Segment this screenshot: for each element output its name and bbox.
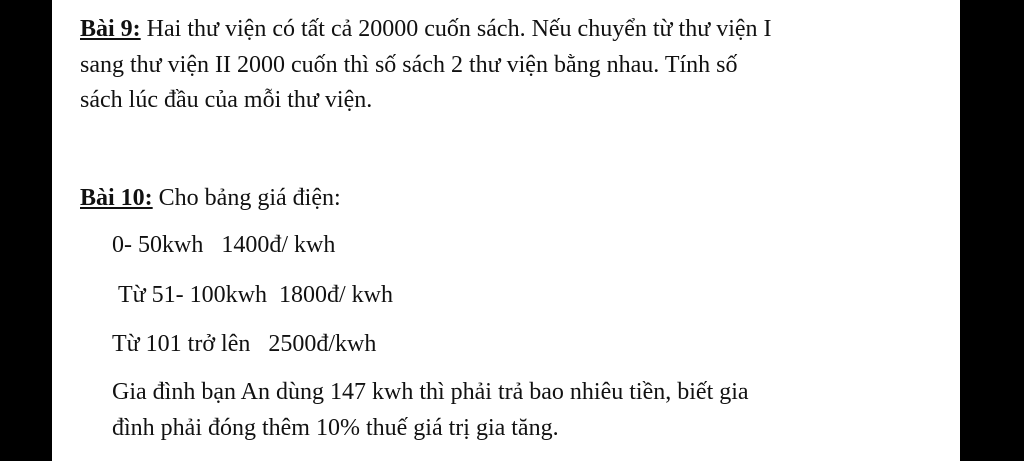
question-line-1: Gia đình bạn An dùng 147 kwh thì phải trả bao nhiêu tiền, biết gia	[112, 379, 749, 405]
document-page	[52, 0, 960, 461]
problem-9-text-1: Hai thư viện có tất cả 20000 cuốn sách. Nếu chuyển từ thư viện I	[140, 16, 772, 42]
price-row-2: Từ 51- 100kwh 1800đ/ kwh	[118, 282, 393, 308]
price-row-1: 0- 50kwh 1400đ/ kwh	[112, 232, 336, 258]
question-line-2: đình phải đóng thêm 10% thuế giá trị gia tăng.	[112, 415, 559, 441]
problem-9-line-1	[80, 14, 772, 44]
problem-10-heading	[80, 183, 341, 213]
problem-9-line-3: sách lúc đầu của mỗi thư viện.	[80, 87, 373, 113]
problem-9-line-2: sang thư viện II 2000 cuốn thì số sách 2 thư viện bằng nhau. Tính số	[80, 52, 738, 78]
problem-10-intro: Cho bảng giá điện:	[152, 185, 341, 211]
price-row-3: Từ 101 trở lên 2500đ/kwh	[112, 331, 377, 357]
problem-9-label: Bài 9:	[80, 16, 141, 42]
problem-10-label: Bài 10:	[80, 185, 153, 211]
